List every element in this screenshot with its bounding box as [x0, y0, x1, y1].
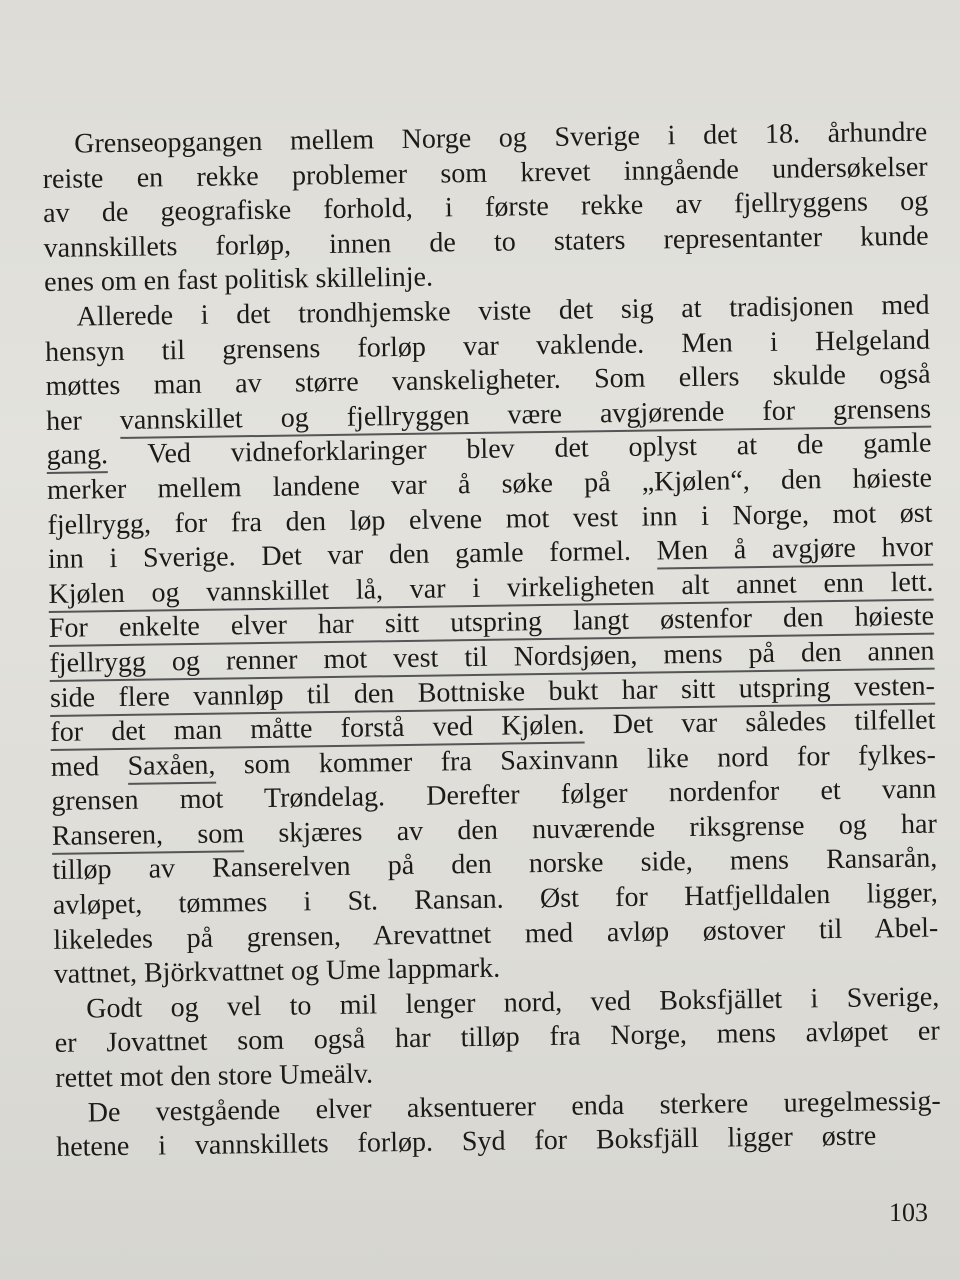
text-run: vannskillets forløp, innen de to staters representanter kunde	[43, 220, 929, 264]
text-run: De vestgående elver aksentuerer enda sterkere uregelmessig-	[87, 1085, 941, 1129]
text-run: grensen mot Trøndelag. Derefter følger nordenfor et vann	[51, 773, 937, 818]
text-run: Grenseopgangen mellem Norge og Sverige i det 18. århundre	[74, 116, 928, 160]
text-run: hetene i vannskillets forløp. Syd for Boksfjäll ligger østre	[56, 1120, 877, 1164]
text-run: likeledes på grensen, Arevattnet med avløp østover til Abel-	[53, 912, 939, 956]
text-run: Ved vidneforklaringer blev det oplyst at de gamle	[107, 427, 932, 471]
text-run: rettet mot den store Umeälv.	[55, 1058, 374, 1094]
underlined-text: fjellrygg og renner mot vest til Nordsjøen, mens på den annen	[49, 635, 934, 681]
text-run: Allerede i det trondhjemske viste det sig at tradisjonen med	[76, 289, 930, 333]
text-run: som kommer fra Saxinvann like nord for fylkes-	[215, 739, 937, 781]
underlined-text: Men å avgjøre hvor	[656, 532, 933, 570]
underlined-text: side flere vannløp til den Bottniske bukt har sitt utspring vesten-	[50, 670, 935, 716]
text-run: hensyn til grensens forløp var vaklende. Men i Helgeland	[44, 324, 931, 368]
text-run: Godt og vel to mil lenger nord, ved Boksfjället i Sverige,	[86, 981, 940, 1025]
text-run: inn i Sverige. Det var den gamle formel.	[47, 535, 657, 576]
body-text	[42, 116, 941, 1166]
underlined-text: Kjølen og vannskillet lå, var i virkeligheten alt annet enn lett.	[48, 566, 933, 612]
underlined-text: vannskillet og fjellryggen være avgjørende for grensens	[120, 393, 932, 438]
text-run: vattnet, Björkvattnet og Ume lappmark.	[53, 952, 501, 991]
page-number: 103	[889, 1198, 928, 1227]
text-run: enes om en fast politisk skillelinje.	[43, 261, 434, 299]
text-run: reiste en rekke problemer som krevet inngående undersøkelser	[42, 151, 928, 195]
text-run: er Jovattnet som også har tilløp fra Norge, mens avløpet er	[54, 1015, 940, 1060]
text-run: med	[50, 750, 128, 783]
underlined-text: gang.	[46, 439, 108, 474]
underlined-text: for det man måtte forstå ved Kjølen.	[50, 710, 585, 751]
text-run: merker mellem landene var å søke på „Kjølen“, den høieste	[46, 462, 933, 506]
text-run: her	[45, 404, 121, 437]
text-run: møttes man av større vanskeligheter. Som ellers skulde også	[45, 358, 931, 403]
text-run: Det var således tilfellet	[584, 704, 936, 741]
text-run: avløpet, tømmes i St. Ransan. Øst for Hatfjelldalen ligger,	[52, 877, 938, 921]
underlined-text: Ranseren, som	[52, 818, 245, 855]
text-run: skjæres av den nuværende riksgrense og har	[243, 808, 938, 850]
text-run: tilløp av Ranserelven på den norske side, mens Ransarån,	[52, 843, 938, 887]
underlined-text: Saxåen,	[127, 749, 215, 784]
underlined-text: For enkelte elver har sitt utspring langt østenfor den høieste	[49, 601, 934, 647]
text-run: av de geografiske forhold, i første rekke av fjellryggens og	[42, 185, 929, 230]
text-run: fjellrygg, for fra den løp elvene mot vest inn i Norge, mot øst	[47, 497, 933, 541]
